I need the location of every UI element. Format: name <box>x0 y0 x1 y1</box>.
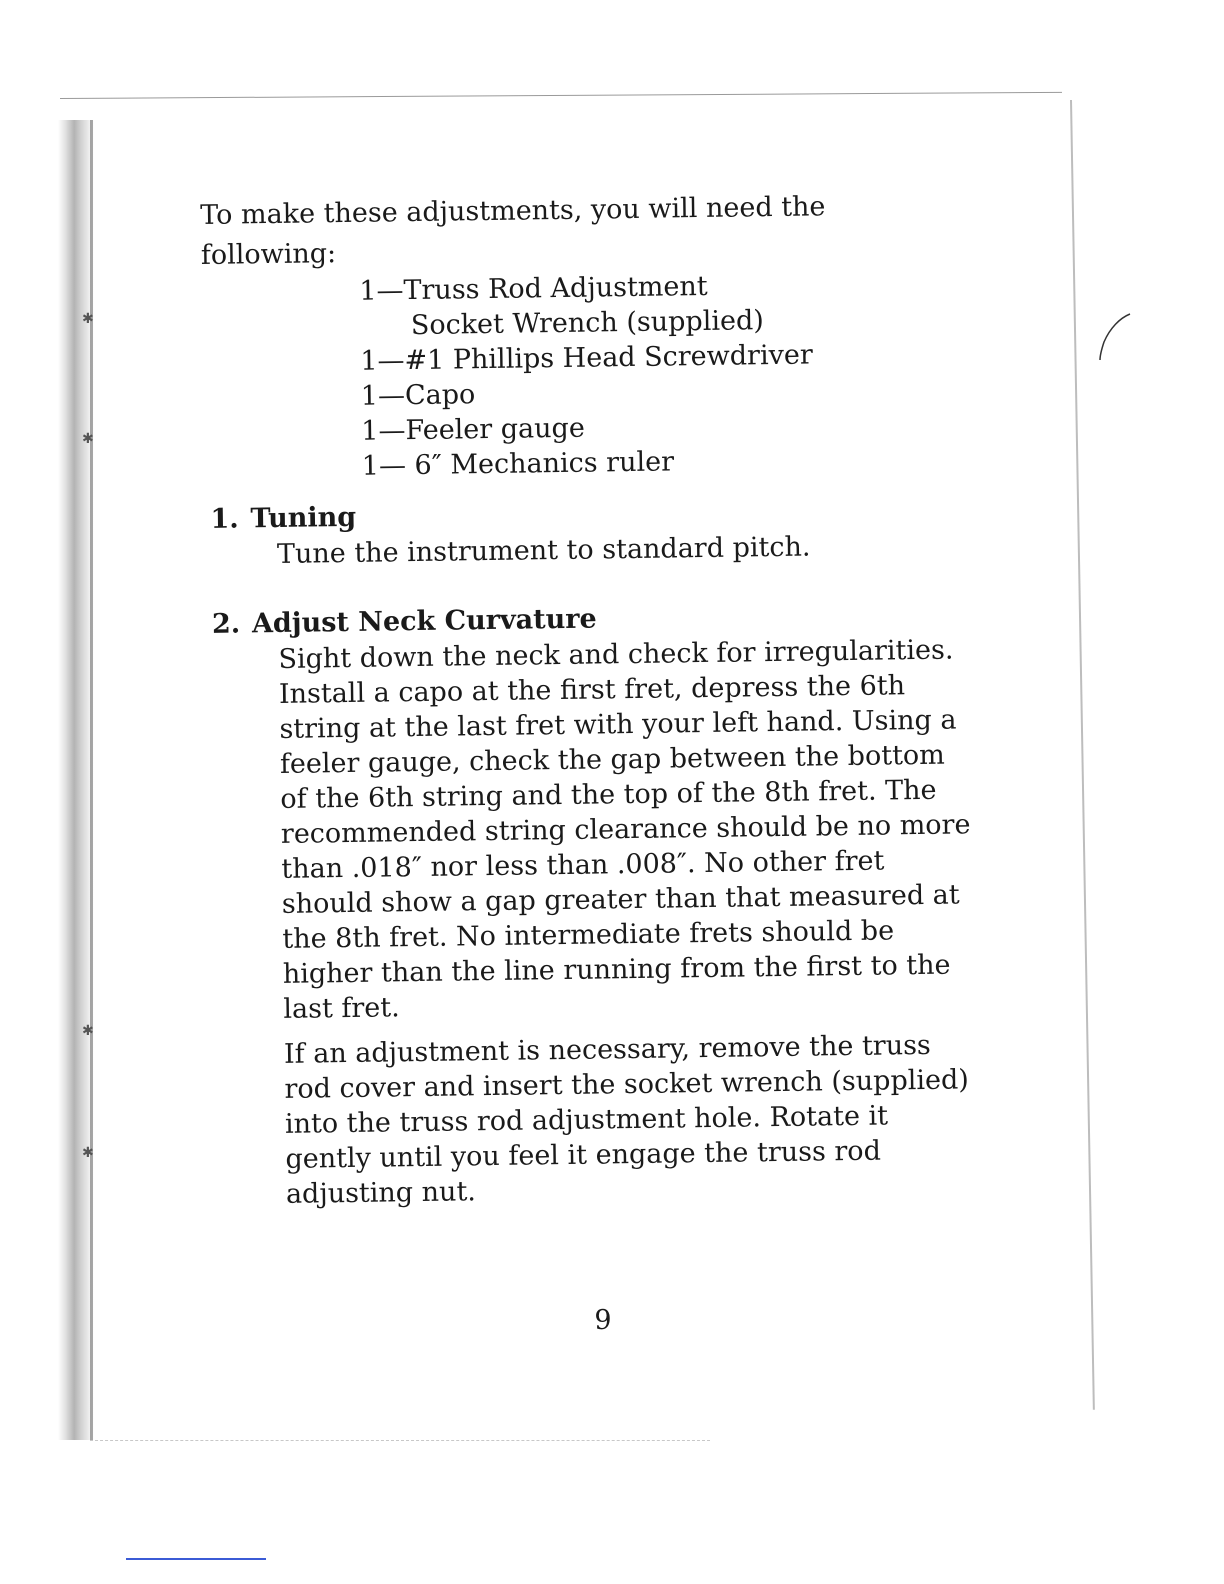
section-title: Adjust Neck Curvature <box>251 603 597 640</box>
tool-item: 1—Truss Rod Adjustment <box>359 270 708 307</box>
section-paragraph: If an adjustment is necessary, remove the truss rod cover and insert the socket wrench (supplied) into the truss rod adjustment hole. Rotate it gently until you feel it engage the truss rod adjusting nut. <box>283 1029 970 1210</box>
section-body-neck-curvature <box>278 632 976 1212</box>
section-title: Tuning <box>250 501 357 535</box>
intro-paragraph: To make these adjustments, you will need the following: <box>200 191 826 271</box>
tool-item-continuation: Socket Wrench (supplied) <box>410 305 764 342</box>
section-number: 1. <box>210 503 239 535</box>
sheet-right-edge <box>1070 100 1095 1410</box>
tool-item: 1—#1 Phillips Head Screwdriver <box>360 339 813 377</box>
stitch-icon: ✱ <box>82 1023 94 1039</box>
stitch-icon: ✱ <box>82 431 94 447</box>
page-number: 9 <box>594 1305 612 1336</box>
tool-item: 1— 6″ Mechanics ruler <box>361 446 675 482</box>
sheet-bottom-edge <box>90 1440 710 1441</box>
section-number: 2. <box>211 608 241 640</box>
sheet-top-edge <box>60 92 1062 99</box>
pen-mark-icon <box>1096 312 1132 362</box>
stitch-icon: ✱ <box>82 311 94 327</box>
tools-list <box>359 265 984 484</box>
tool-item: 1—Feeler gauge <box>361 412 586 447</box>
tool-item: 1—Capo <box>360 379 476 412</box>
section-paragraph: Sight down the neck and check for irregularities. Install a capo at the first fret, depress the 6th string at the last fret with your left hand. Using a feeler gauge, check the gap between the bottom of the 6th string and the top of the 8th fret. The recommended string clearance should be no more than .018″ nor less than .008″. No other fret should show a gap greater than that measured at the 8th fret. No intermediate frets should be higher than the line running from the first to the last fret. <box>278 634 971 1025</box>
section-paragraph: Tune the instrument to standard pitch. <box>276 531 811 570</box>
stitch-icon: ✱ <box>82 1145 94 1161</box>
page-content <box>200 185 994 1213</box>
scan-border-line <box>126 1558 266 1560</box>
